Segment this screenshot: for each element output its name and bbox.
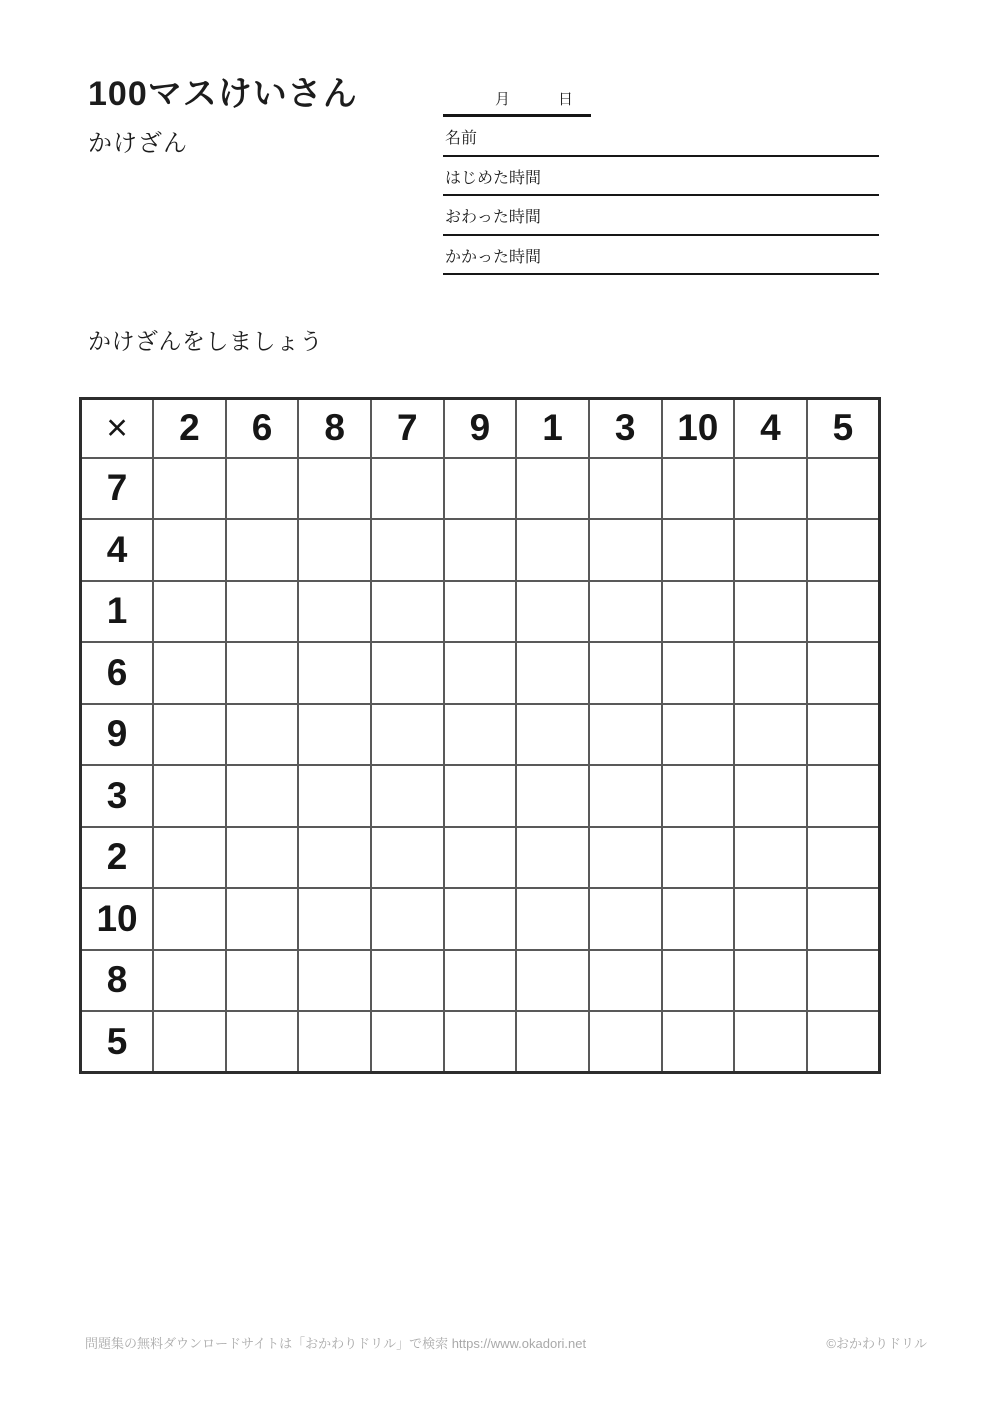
answer-cell[interactable] xyxy=(662,458,735,520)
col-header-cell: 9 xyxy=(444,399,517,458)
answer-cell[interactable] xyxy=(371,458,444,520)
answer-cell[interactable] xyxy=(444,704,517,766)
answer-cell[interactable] xyxy=(516,950,589,1012)
row-header-cell: 7 xyxy=(81,458,154,520)
col-header-cell: 1 xyxy=(516,399,589,458)
col-header-cell: 4 xyxy=(734,399,807,458)
grid-row xyxy=(81,765,880,827)
form-field-name xyxy=(443,117,879,157)
col-header-cell: 3 xyxy=(589,399,662,458)
answer-cell[interactable] xyxy=(153,704,226,766)
answer-cell[interactable] xyxy=(444,950,517,1012)
multiplication-grid xyxy=(79,397,881,1074)
instruction-text: かけざんをしましょう xyxy=(88,328,323,354)
form-fields xyxy=(443,117,879,275)
answer-cell[interactable] xyxy=(589,458,662,520)
row-header-cell: 9 xyxy=(81,704,154,766)
answer-cell[interactable] xyxy=(444,827,517,889)
answer-cell[interactable] xyxy=(153,827,226,889)
answer-cell[interactable] xyxy=(153,581,226,643)
col-header-cell: 2 xyxy=(153,399,226,458)
answer-cell[interactable] xyxy=(298,950,371,1012)
answer-cell[interactable] xyxy=(226,581,299,643)
answer-cell[interactable] xyxy=(589,642,662,704)
answer-cell[interactable] xyxy=(153,765,226,827)
row-header-cell: 10 xyxy=(81,888,154,950)
answer-cell[interactable] xyxy=(662,765,735,827)
answer-cell[interactable] xyxy=(589,581,662,643)
answer-cell[interactable] xyxy=(298,765,371,827)
answer-cell[interactable] xyxy=(734,1011,807,1073)
answer-cell[interactable] xyxy=(662,888,735,950)
grid-header-row xyxy=(81,399,880,458)
answer-cell[interactable] xyxy=(226,519,299,581)
answer-cell[interactable] xyxy=(807,950,880,1012)
grid-row xyxy=(81,704,880,766)
answer-cell[interactable] xyxy=(226,827,299,889)
answer-cell[interactable] xyxy=(371,519,444,581)
answer-cell[interactable] xyxy=(371,827,444,889)
grid-corner-operator: × xyxy=(81,399,154,458)
answer-cell[interactable] xyxy=(516,519,589,581)
answer-cell[interactable] xyxy=(153,888,226,950)
answer-cell[interactable] xyxy=(371,581,444,643)
answer-cell[interactable] xyxy=(734,704,807,766)
answer-cell[interactable] xyxy=(298,581,371,643)
answer-cell[interactable] xyxy=(516,888,589,950)
answer-cell[interactable] xyxy=(516,765,589,827)
grid-row xyxy=(81,1011,880,1073)
row-header-cell: 2 xyxy=(81,827,154,889)
answer-cell[interactable] xyxy=(516,458,589,520)
answer-cell[interactable] xyxy=(589,950,662,1012)
grid-row xyxy=(81,458,880,520)
answer-cell[interactable] xyxy=(371,704,444,766)
answer-cell[interactable] xyxy=(807,581,880,643)
answer-cell[interactable] xyxy=(589,1011,662,1073)
page-title: 100マスけいさん xyxy=(88,75,358,113)
grid-row xyxy=(81,950,880,1012)
answer-cell[interactable] xyxy=(298,1011,371,1073)
answer-cell[interactable] xyxy=(516,1011,589,1073)
answer-cell[interactable] xyxy=(516,827,589,889)
footer-copyright: ©おかわりドリル xyxy=(826,1336,927,1351)
form-field-label-start-time: はじめた時間 xyxy=(445,169,542,187)
answer-cell[interactable] xyxy=(371,888,444,950)
answer-cell[interactable] xyxy=(734,458,807,520)
answer-cell[interactable] xyxy=(153,642,226,704)
answer-cell[interactable] xyxy=(153,1011,226,1073)
form-field-label-elapsed-time: かかった時間 xyxy=(445,248,542,266)
footer xyxy=(85,1336,927,1352)
answer-cell[interactable] xyxy=(734,642,807,704)
col-header-cell: 7 xyxy=(371,399,444,458)
answer-cell[interactable] xyxy=(371,950,444,1012)
col-header-cell: 8 xyxy=(298,399,371,458)
row-header-cell: 6 xyxy=(81,642,154,704)
form-field-elapsed-time xyxy=(443,236,879,276)
answer-cell[interactable] xyxy=(807,458,880,520)
form-field-start-time xyxy=(443,157,879,197)
answer-cell[interactable] xyxy=(589,765,662,827)
answer-cell[interactable] xyxy=(516,704,589,766)
answer-cell[interactable] xyxy=(444,519,517,581)
info-form xyxy=(443,92,879,275)
answer-cell[interactable] xyxy=(226,950,299,1012)
answer-cell[interactable] xyxy=(153,458,226,520)
row-header-cell: 8 xyxy=(81,950,154,1012)
answer-cell[interactable] xyxy=(807,704,880,766)
answer-cell[interactable] xyxy=(807,827,880,889)
answer-cell[interactable] xyxy=(444,581,517,643)
form-field-label-end-time: おわった時間 xyxy=(445,209,541,227)
answer-cell[interactable] xyxy=(807,765,880,827)
answer-cell[interactable] xyxy=(226,765,299,827)
answer-cell[interactable] xyxy=(734,765,807,827)
answer-cell[interactable] xyxy=(807,888,880,950)
col-header-cell: 5 xyxy=(807,399,880,458)
answer-cell[interactable] xyxy=(444,888,517,950)
answer-cell[interactable] xyxy=(226,704,299,766)
answer-cell[interactable] xyxy=(153,950,226,1012)
page-subtitle: かけざん xyxy=(88,130,188,158)
answer-cell[interactable] xyxy=(298,458,371,520)
form-field-end-time xyxy=(443,196,879,236)
answer-cell[interactable] xyxy=(589,888,662,950)
answer-cell[interactable] xyxy=(807,519,880,581)
answer-cell[interactable] xyxy=(734,888,807,950)
answer-cell[interactable] xyxy=(734,950,807,1012)
row-header-cell: 5 xyxy=(81,1011,154,1073)
date-row xyxy=(443,92,591,117)
footer-site-text: 問題集の無料ダウンロードサイトは「おかわりドリル」で検索 https://www.okadori.net xyxy=(85,1336,587,1351)
answer-cell[interactable] xyxy=(734,519,807,581)
answer-cell[interactable] xyxy=(298,519,371,581)
grid-row xyxy=(81,581,880,643)
answer-cell[interactable] xyxy=(589,827,662,889)
answer-cell[interactable] xyxy=(807,1011,880,1073)
row-header-cell: 4 xyxy=(81,519,154,581)
answer-cell[interactable] xyxy=(371,765,444,827)
answer-cell[interactable] xyxy=(662,950,735,1012)
title-block xyxy=(88,76,358,158)
answer-cell[interactable] xyxy=(444,458,517,520)
answer-cell[interactable] xyxy=(734,581,807,643)
month-label: 月 xyxy=(495,91,511,108)
answer-cell[interactable] xyxy=(298,704,371,766)
answer-cell[interactable] xyxy=(516,642,589,704)
answer-cell[interactable] xyxy=(662,642,735,704)
answer-cell[interactable] xyxy=(226,642,299,704)
col-header-cell: 6 xyxy=(226,399,299,458)
answer-cell[interactable] xyxy=(662,581,735,643)
answer-cell[interactable] xyxy=(226,888,299,950)
grid-row xyxy=(81,827,880,889)
answer-cell[interactable] xyxy=(589,519,662,581)
grid-row xyxy=(81,519,880,581)
answer-cell[interactable] xyxy=(226,1011,299,1073)
answer-cell[interactable] xyxy=(298,642,371,704)
answer-cell[interactable] xyxy=(226,458,299,520)
answer-cell[interactable] xyxy=(662,704,735,766)
answer-cell[interactable] xyxy=(807,642,880,704)
answer-cell[interactable] xyxy=(444,765,517,827)
answer-cell[interactable] xyxy=(662,827,735,889)
answer-cell[interactable] xyxy=(662,1011,735,1073)
form-field-label-name: 名前 xyxy=(445,130,478,147)
answer-cell[interactable] xyxy=(516,581,589,643)
answer-cell[interactable] xyxy=(153,519,226,581)
answer-cell[interactable] xyxy=(371,642,444,704)
grid-row xyxy=(81,642,880,704)
answer-cell[interactable] xyxy=(371,1011,444,1073)
answer-cell[interactable] xyxy=(298,888,371,950)
answer-cell[interactable] xyxy=(662,519,735,581)
col-header-cell: 10 xyxy=(662,399,735,458)
answer-cell[interactable] xyxy=(444,642,517,704)
answer-cell[interactable] xyxy=(734,827,807,889)
row-header-cell: 3 xyxy=(81,765,154,827)
row-header-cell: 1 xyxy=(81,581,154,643)
answer-cell[interactable] xyxy=(298,827,371,889)
answer-cell[interactable] xyxy=(444,1011,517,1073)
answer-cell[interactable] xyxy=(589,704,662,766)
day-label: 日 xyxy=(558,91,574,108)
grid-row xyxy=(81,888,880,950)
